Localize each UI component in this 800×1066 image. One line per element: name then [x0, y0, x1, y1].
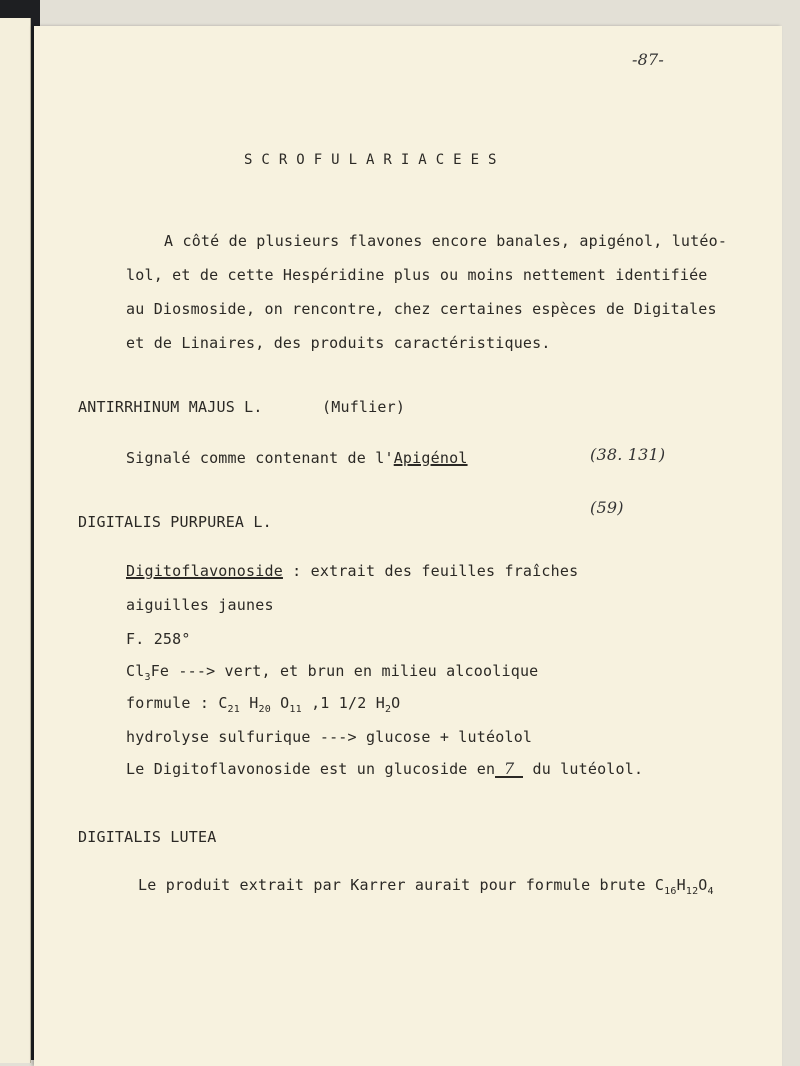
lutea-c-count: 16	[664, 886, 677, 897]
common-name: (Muflier)	[322, 398, 406, 416]
fecl3-result: ---> vert, et brun en milieu alcoolique	[178, 662, 539, 680]
formula-label: formule :	[126, 694, 210, 712]
needles-line: aiguilles jaunes	[126, 596, 274, 614]
formula-o: O	[280, 694, 290, 712]
conclusion-text: Le Digitoflavonoside est un glucoside en	[126, 760, 496, 778]
intro-line-3: au Diosmoside, on rencontre, chez certaines espèces de Digitales	[126, 300, 717, 318]
extract-line	[126, 562, 578, 580]
section-heading-antirrhinum: ANTIRRHINUM MAJUS L.	[78, 398, 263, 416]
formula-water-o: O	[391, 694, 401, 712]
formula-h: H	[249, 694, 259, 712]
hydrolysis-line: hydrolyse sulfurique ---> glucose + lutéolol	[126, 728, 533, 746]
lutea-h-count: 12	[685, 886, 699, 897]
previous-page-edge	[0, 18, 31, 1063]
formula-o-count: 11	[289, 704, 302, 715]
section-heading-digitalis-lutea: DIGITALIS LUTEA	[78, 828, 217, 846]
lutea-o: O	[698, 876, 708, 894]
fecl3-subscript: 3	[144, 672, 151, 683]
fecl3-reagent: Cl	[126, 662, 145, 680]
melting-point-line: F. 258°	[126, 630, 191, 648]
reference-antirrhinum: (38. 131)	[590, 445, 666, 464]
conclusion-suffix: du lutéolol.	[523, 760, 644, 778]
fecl3-tail: Fe	[150, 662, 170, 680]
page-title: SCROFULARIACEES	[244, 152, 506, 168]
compound-digitoflavonoside: Digitoflavonoside	[126, 562, 283, 580]
formula-tail: ,1 1/2 H	[311, 694, 385, 712]
conclusion-line	[126, 760, 643, 778]
extract-text: : extrait des feuilles fraîches	[282, 562, 579, 580]
section-heading-digitalis-purpurea: DIGITALIS PURPUREA L.	[78, 513, 272, 531]
formula-water-count: 2	[384, 704, 392, 715]
formula-line	[126, 694, 400, 715]
lutea-o-count: 4	[707, 886, 714, 897]
compound-apigenol: Apigénol	[393, 449, 468, 467]
antirrhinum-line	[126, 449, 468, 467]
page-number: -87-	[632, 50, 664, 69]
intro-line-1: A côté de plusieurs flavones encore banales, apigénol, lutéo-	[164, 232, 728, 250]
antirrhinum-line-text: Signalé comme contenant de l'	[126, 449, 394, 467]
lutea-h: H	[676, 876, 686, 894]
formula-c-count: 21	[227, 704, 240, 715]
fecl3-line	[126, 662, 538, 683]
lutea-line	[138, 876, 714, 897]
intro-line-4: et de Linaires, des produits caractéristiques.	[126, 334, 551, 352]
reference-digitalis-purpurea: (59)	[590, 498, 624, 517]
formula-h-count: 20	[258, 704, 271, 715]
intro-line-2: lol, et de cette Hespéridine plus ou moins nettement identifiée	[126, 266, 708, 284]
document-page	[34, 26, 782, 1066]
conclusion-position: 7	[495, 761, 523, 778]
lutea-text: Le produit extrait par Karrer aurait pour formule brute C	[138, 876, 665, 894]
formula-c: C	[218, 694, 228, 712]
